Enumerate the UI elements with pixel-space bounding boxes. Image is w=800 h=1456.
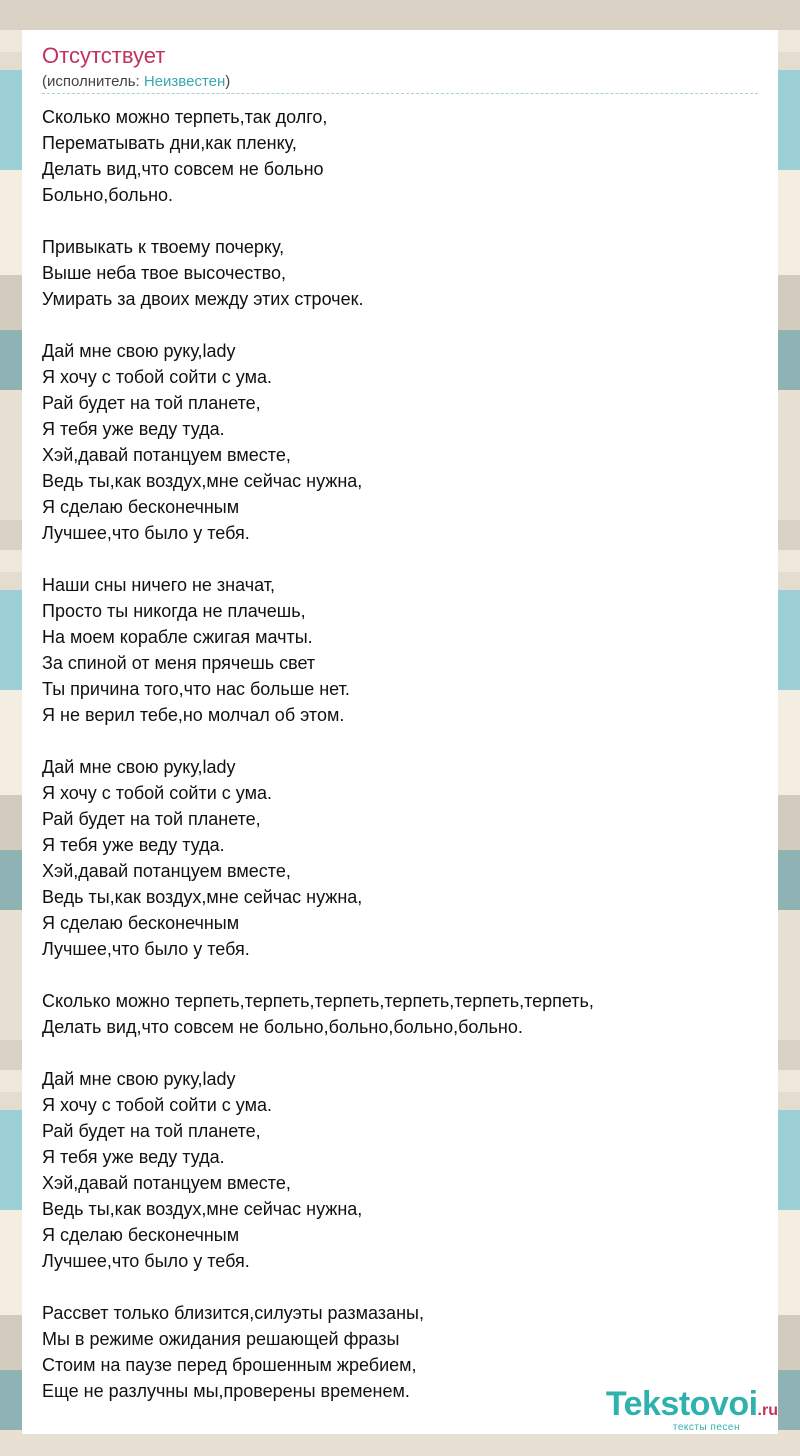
lyric-line: Делать вид,что совсем не больно,больно,больно,больно. [42,1017,523,1037]
artist-suffix: ) [225,73,231,90]
stanza-gap [42,546,758,572]
lyric-line: Я тебя уже веду туда. [42,1147,225,1167]
lyric-line: На моем корабле сжигая мачты. [42,627,313,647]
lyric-line: Рай будет на той планете, [42,1121,261,1141]
artist-prefix: (исполнитель: [42,73,144,90]
lyric-line: Лучшее,что было у тебя. [42,1251,250,1271]
stanza-gap [42,208,758,234]
lyric-line: Хэй,давай потанцуем вместе, [42,445,291,465]
logo-tagline: тексты песен [672,1422,740,1433]
lyric-line: Я сделаю бесконечным [42,1225,240,1245]
lyric-line: Еще не разлучны мы,проверены временем. [42,1381,410,1401]
lyric-line: Дай мне свою руку,lady [42,757,236,777]
lyrics-card [22,30,778,1434]
lyric-line: Дай мне свою руку,lady [42,1069,236,1089]
lyric-line: Я сделаю бесконечным [42,913,240,933]
lyric-line: Больно,больно. [42,185,174,205]
site-logo[interactable] [568,1385,778,1433]
lyric-line: Рай будет на той планете, [42,393,261,413]
lyric-line: Я хочу с тобой сойти с ума. [42,1095,272,1115]
lyric-line: Хэй,давай потанцуем вместе, [42,861,291,881]
title-divider [42,93,758,94]
logo-word: Tekstovoi [605,1385,758,1423]
lyric-line: Сколько можно терпеть,терпеть,терпеть,терпеть,терпеть,терпеть, [42,991,594,1011]
lyric-line: Умирать за двоих между этих строчек. [42,289,364,309]
lyric-line: Лучшее,что было у тебя. [42,523,250,543]
lyric-line: Мы в режиме ожидания решающей фразы [42,1329,400,1349]
lyric-line: Я тебя уже веду туда. [42,835,225,855]
artist-line [42,72,230,92]
stanza-gap [42,728,758,754]
stanza-gap [42,1274,758,1300]
lyric-line: Лучшее,что было у тебя. [42,939,250,959]
lyric-line: Перематывать дни,как пленку, [42,133,297,153]
lyric-line: Я сделаю бесконечным [42,497,240,517]
lyric-line: Выше неба твое высочество, [42,263,287,283]
lyric-line: Сколько можно терпеть,так долго, [42,107,328,127]
lyric-line: Ведь ты,как воздух,мне сейчас нужна, [42,887,363,907]
stanza-gap [42,312,758,338]
logo-domain: .ru [757,1402,778,1419]
lyric-line: Я хочу с тобой сойти с ума. [42,783,272,803]
lyric-line: Я тебя уже веду туда. [42,419,225,439]
lyric-line: Наши сны ничего не значат, [42,575,275,595]
lyric-line: За спиной от меня прячешь свет [42,653,316,673]
song-title: Отсутствует [42,43,166,68]
lyric-line: Рассвет только близится,силуэты размазаны, [42,1303,424,1323]
lyric-line: Ты причина того,что нас больше нет. [42,679,350,699]
stanza-gap [42,962,758,988]
lyric-line: Я хочу с тобой сойти с ума. [42,367,272,387]
lyric-line: Ведь ты,как воздух,мне сейчас нужна, [42,1199,363,1219]
lyric-line: Делать вид,что совсем не больно [42,159,324,179]
stanza-gap [42,1040,758,1066]
lyric-line: Ведь ты,как воздух,мне сейчас нужна, [42,471,363,491]
artist-link[interactable]: Неизвестен [143,73,226,90]
lyric-line: Просто ты никогда не плачешь, [42,601,306,621]
lyric-line: Стоим на паузе перед брошенным жребием, [42,1355,417,1375]
lyric-line: Я не верил тебе,но молчал об этом. [42,705,345,725]
lyric-line: Привыкать к твоему почерку, [42,237,285,257]
lyrics-text [42,104,758,1404]
lyric-line: Рай будет на той планете, [42,809,261,829]
lyric-line: Хэй,давай потанцуем вместе, [42,1173,291,1193]
lyric-line: Дай мне свою руку,lady [42,341,236,361]
